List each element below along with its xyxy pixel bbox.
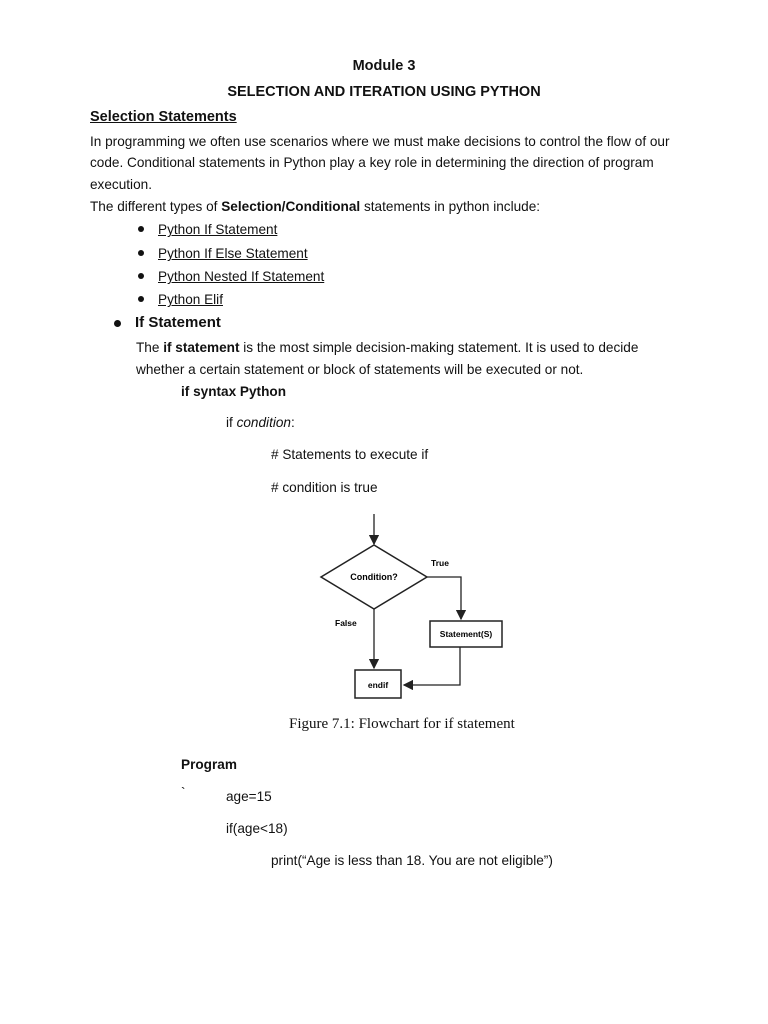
program-label: Program <box>181 757 237 772</box>
bullet-icon <box>114 320 121 327</box>
if-statement-heading: If Statement <box>135 314 221 331</box>
statement-to-endif <box>404 647 460 685</box>
stray-backtick: ` <box>181 785 186 800</box>
true-label: True <box>431 558 449 568</box>
code-line-1: age=15 <box>226 789 272 804</box>
types-intro <box>90 198 540 216</box>
types-intro-bold: Selection/Conditional <box>221 199 361 214</box>
list-item-nested-if[interactable]: Python Nested If Statement <box>158 269 325 284</box>
module-number: Module 3 <box>352 58 416 74</box>
types-intro-pre: The different types of <box>90 199 222 214</box>
syntax-condition: condition <box>236 415 291 430</box>
true-path <box>427 577 461 619</box>
if-desc-pre: The <box>136 340 164 355</box>
syntax-comment-2: # condition is true <box>271 480 378 495</box>
if-desc-line-2: whether a certain statement or block of statements will be executed or not. <box>136 362 584 377</box>
types-intro-post: statements in python include: <box>360 199 541 214</box>
if-flowchart <box>300 510 530 705</box>
list-item-if[interactable]: Python If Statement <box>158 222 278 237</box>
section-heading: Selection Statements <box>90 109 237 125</box>
intro-line-1: In programming we often use scenarios where we must make decisions to control the flow of our <box>90 134 670 149</box>
bullet-icon <box>138 250 144 256</box>
false-label: False <box>335 618 357 628</box>
intro-line-3: execution. <box>90 177 152 192</box>
bullet-icon <box>138 273 144 279</box>
statement-text: Statement(S) <box>439 629 493 639</box>
figure-caption: Figure 7.1: Flowchart for if statement <box>289 716 515 732</box>
intro-line-2: code. Conditional statements in Python play a key role in determining the direction of program <box>90 155 654 170</box>
list-item-if-else[interactable]: Python If Else Statement <box>158 246 308 261</box>
if-desc-bold: if statement <box>163 340 240 355</box>
bullet-icon <box>138 296 144 302</box>
if-desc-line-1 <box>136 339 638 357</box>
condition-text: Condition? <box>350 572 398 582</box>
bullet-icon <box>138 226 144 232</box>
endif-text: endif <box>367 680 389 690</box>
syntax-if-keyword: if <box>226 415 237 430</box>
page-title: SELECTION AND ITERATION USING PYTHON <box>227 84 541 100</box>
code-line-2: if(age<18) <box>226 821 288 836</box>
syntax-if-line <box>226 414 295 432</box>
syntax-colon: : <box>291 415 295 430</box>
code-line-3: print(“Age is less than 18. You are not eligible”) <box>271 853 553 868</box>
list-item-elif[interactable]: Python Elif <box>158 292 223 307</box>
syntax-label: if syntax Python <box>181 384 286 399</box>
if-desc-post: is the most simple decision-making statement. It is used to decide <box>239 340 639 355</box>
syntax-comment-1: # Statements to execute if <box>271 447 429 462</box>
